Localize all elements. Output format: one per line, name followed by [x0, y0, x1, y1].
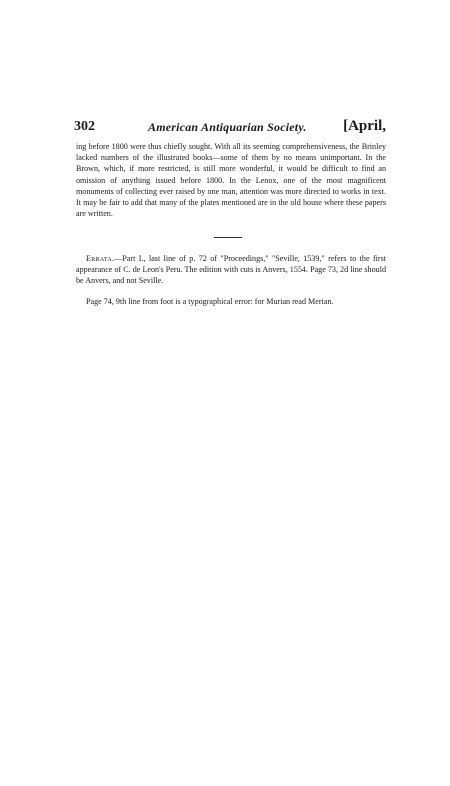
section-divider	[214, 237, 242, 238]
running-title: American Antiquarian Society.	[148, 120, 307, 134]
body-paragraph	[76, 141, 386, 219]
errata-text-2: Page 74, 9th line from foot is a typographical error: for Murian read Merian.	[86, 297, 334, 306]
errata-label: Errata.	[86, 254, 115, 263]
errata-text: —Part I., last line of p. 72 of "Proceedings," "Seville, 1539," refers to the first appearance of C. de Leon's Peru. The edition with cuts is Anvers, 1554. Page 73, 2d line should be Anvers, and not Seville.	[76, 254, 386, 286]
header-month: [April,	[343, 118, 386, 134]
errata-paragraph	[76, 253, 386, 287]
errata-paragraph-2	[76, 296, 386, 307]
page-header	[74, 119, 386, 137]
paragraph-text: ing before 1800 were thus chiefly sought. With all its seeming comprehensiveness, the Brinley lacked numbers of the illustrated books—some of them by no means unimportant. In the Brown, which, if more restricted, is still more wonderful, it would be difficult to find an omission of anything issued before 1800. In the Lenox, one of the most magnificent monuments of collecting ever raised by one man, attention was more directed to works in text. It may be fair to add that many of the plates mentioned are in the old house where these papers are written.	[76, 142, 386, 219]
page-number: 302	[74, 119, 95, 134]
